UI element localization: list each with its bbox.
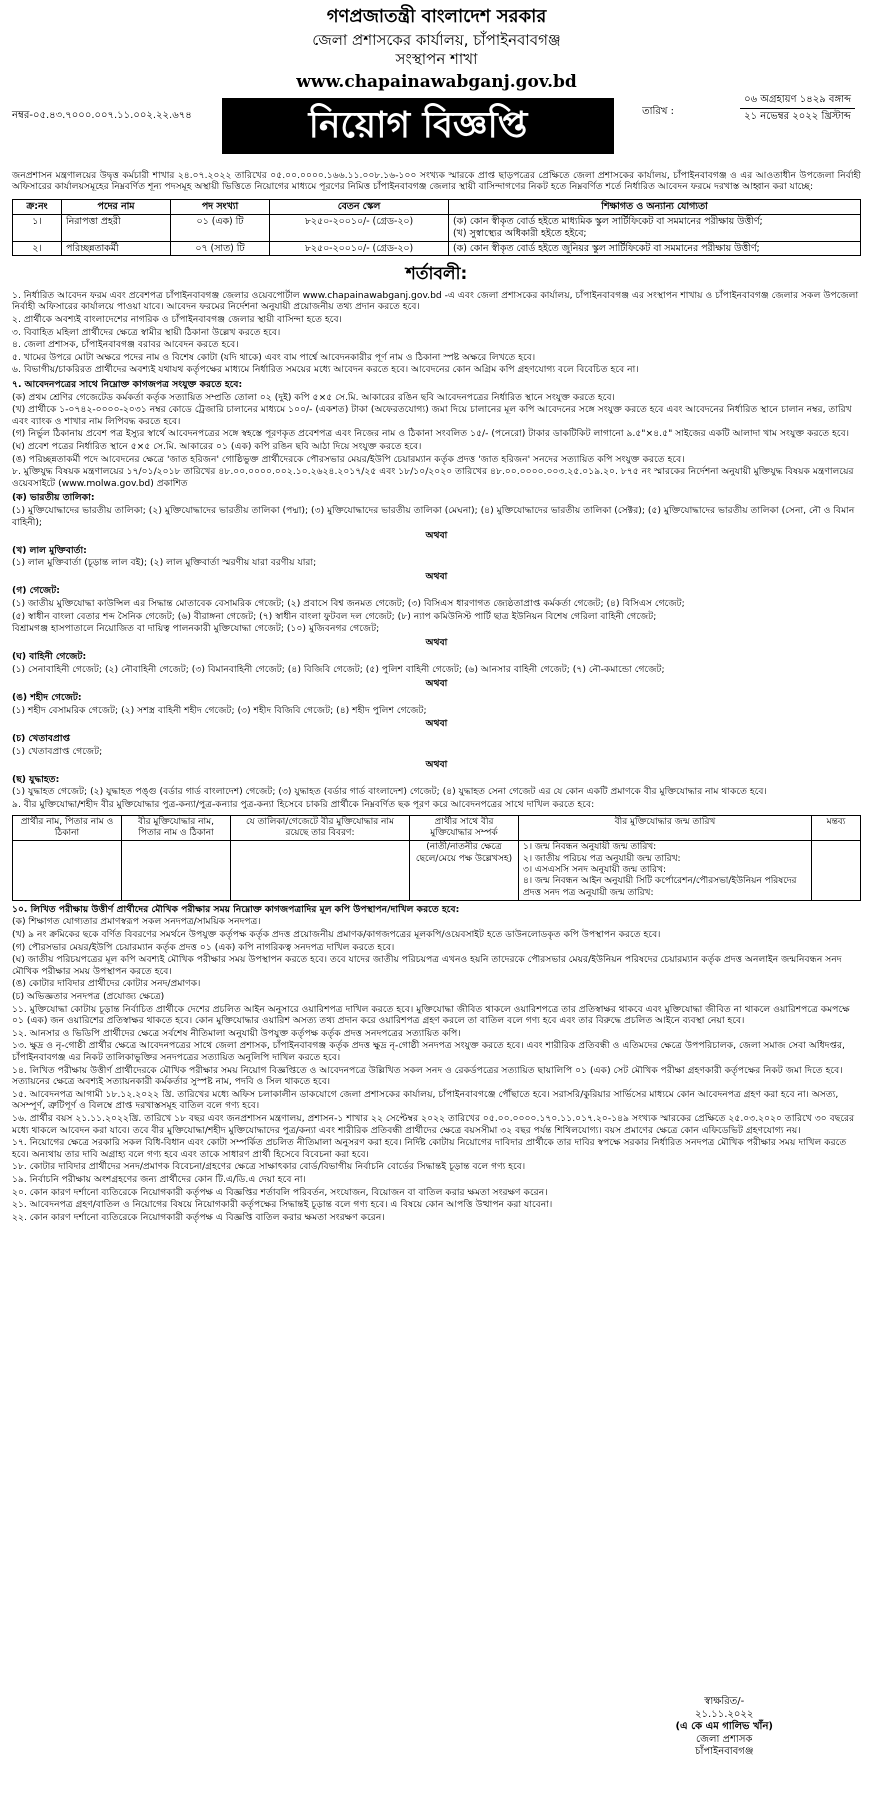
ff-section-title: (চ) খেতাবপ্রাপ্ত <box>12 733 71 745</box>
or-separator: অথবা <box>425 677 448 689</box>
term-item: ১৯. নির্বাচনি পরীক্ষায় অংশগ্রহণের জন্য প্রার্থীদের কোন টি.এ/ডি.এ দেয়া হবে না। <box>12 1173 306 1185</box>
term10-item: (চ) অভিজ্ঞতার সনদপত্র (প্রযোজ্য ক্ষেত্রে) <box>12 991 165 1003</box>
ff-section-title: (খ) লাল মুক্তিবার্তা: <box>12 544 87 556</box>
qualification-line: (খ) সুস্বাস্থ্যের অধিকারী হইতে হইবে; <box>453 227 587 239</box>
term10-item: (গ) পৌরসভার মেয়র/ইউপি চেয়ারম্যান কর্তৃক প্রদত্ত ০১ (এক) কপি নাগরিকত্ব সনদপত্র দাখিল করতে হবে। <box>12 941 395 953</box>
col-post-name: পদের নাম <box>62 200 171 215</box>
term-item: ২. প্রার্থীকে অবশ্যই বাংলাদেশের নাগরিক ও চাঁপাইনবাবগঞ্জ জেলার স্থায়ী বাসিন্দা হতে হবে। <box>12 314 342 326</box>
col-relation: প্রার্থীর সাথে বীর মুক্তিযোদ্ধার সম্পর্ক <box>410 815 519 841</box>
term7-heading: ৭. আবেদনপত্রের সাথে নিম্নোক্ত কাগজপত্র সংযুক্ত করতে হবে: <box>12 378 243 390</box>
signed-mark: স্বাক্ষরিত/- <box>704 1696 745 1707</box>
term10-item: (খ) ৯ নং ক্রমিকের ছকে বর্ণিত বিবরণের সমর্থনে উপযুক্ত কর্তৃপক্ষ কর্তৃক প্রদত্ত প্রয়োজনীয় প্রমাণক/কাগজপত্রের মূলকপি/ওয়েবসাইট হতে ডাউনলোডকৃত কপি উপস্থাপন করতে হবে। <box>12 929 661 941</box>
notice-title: নিয়োগ বিজ্ঞপ্তি <box>222 98 614 154</box>
term-item: ১৫. আবেদনপত্র আগামী ১৮.১২.২০২২ খ্রি. তারিখের মধ্যে অফিস চলাকালীন ডাকযোগে জেলা প্রশাসকের কার্যালয়, চাঁপাইনবাবগঞ্জে পৌঁছাতে হবে। সরাসরি/কুরিয়ার সার্ভিসের মাধ্যমে কোন আবেদনপত্র গ্রহণ করা হবে না। অসত্য, অসম্পূর্ণ, ত্রুটিপূর্ণ ও বিলম্বে প্রাপ্ত দরখাস্তসমূহ বাতিল বলে গণ্য হবে। <box>12 1088 839 1112</box>
cell-ff-dob <box>519 841 812 901</box>
branch-name: সংস্থাপন শাখা <box>395 49 478 68</box>
ff-section-line: (১) খেতাবপ্রাপ্ত গেজেট; <box>12 745 103 757</box>
date-label: তারিখ : <box>642 105 675 117</box>
term7-item: (খ) প্রার্থীকে ১-০৭৪২-০০০০-২০৩১ নম্বর কোডে ট্রেজারি চালানের মাধ্যমে ১০০/- (একশত) টাকা (অফেরতযোগ্য) জমা দিয়ে চালানের মূল কপি আবেদনের সঙ্গে সংযুক্ত করতে হবে এবং আবেদনের নির্ধারিত স্থানে চালান নম্বর, তারিখ এবং ব্যাংক ও শাখার নাম লিপিবদ্ধ করতে হবে। <box>12 404 852 427</box>
cell-remarks <box>812 841 861 901</box>
term-item: ২২. কোন কারণ দর্শানো ব্যতিরেকে নিয়োগকারী কর্তৃপক্ষ এ বিজ্ঞপ্তি বাতিল করার ক্ষমতা সংরক্ষণ করেন। <box>12 1211 385 1223</box>
row-qualification <box>449 214 861 241</box>
term-item: ৪. জেলা প্রশাসক, চাঁপাইনবাবগঞ্জ বরাবর আবেদন করতে হবে। <box>12 339 239 351</box>
term-item: ১. নির্ধারিত আবেদন ফরম এবং প্রবেশপত্র চাঁপাইনবাবগঞ্জ জেলার ওয়েবপোর্টাল www.chapainawabganj.gov.bd -এ এবং জেলা প্রশাসকের কার্যালয়, চাঁপাইনবাবগঞ্জ এর সংস্থাপন শাখায় ও চাঁপাইনবাবগঞ্জ জেলার সকল উপজেলা নির্বাহী অফিসারের কার্যালয়ে পাওয়া যাবে। আবেদন ফরমের নির্দেশনা অনুযায়ী প্রয়োজনীয় তথ্য প্রদান করতে হবে। <box>12 289 859 313</box>
signatory-name: (এ কে এম গালিভ খাঁন) <box>675 1721 773 1733</box>
term-item: ১৩. ক্ষুদ্র ও নৃ-গোষ্ঠী প্রার্থীর ক্ষেত্রে আবেদনপত্রের সাথে জেলা প্রশাসক, চাঁপাইনবাবগঞ্জ কর্তৃক প্রদত্ত ক্ষুদ্র নৃ-গোষ্ঠী সনদপত্র সংযুক্ত করতে হবে। এবং শারীরিক প্রতিবন্ধী ও এতিমদের ক্ষেত্রে উপপরিচালক, জেলা সমাজ সেবা অধিদপ্তর, চাঁপাইনবাবগঞ্জ এর নিকট তালিকাভুক্তির সনদপত্রের সত্যায়িত অনুলিপি দাখিল করতে হবে। <box>12 1040 845 1063</box>
qualification-line: (ক) কোন স্বীকৃত বোর্ড হইতে মাধ্যমিক স্কুল সার্টিফিকেট বা সমমানের পরীক্ষায় উত্তীর্ণ; <box>453 215 763 227</box>
date-block <box>642 92 855 126</box>
term7-item: (ঘ) প্রবেশ পত্রের নির্ধারিত স্থানে ৫×৫ সে.মি. আকারের ০১ (এক) কপি রঙিন ছবি আঠা দিয়ে সংযুক্ত করতে হবে। <box>12 440 422 452</box>
row-post-count: ০৭ (সাত) টি <box>171 241 270 256</box>
ff-section-line: (১) মুক্তিযোদ্ধাদের ভারতীয় তালিকা; (২) মুক্তিযোদ্ধাদের ভারতীয় তালিকা (পদ্মা); (৩) মুক্তিযোদ্ধাদের ভারতীয় তালিকা (মেঘনা); (৪) মুক্তিযোদ্ধাদের ভারতীয় তালিকা (সেক্টর); (৫) মুক্তিযোদ্ধাদের ভারতীয় তালিকা (সেনা, নৌ ও বিমান বাহিনী); <box>12 504 855 528</box>
table-row <box>13 841 861 901</box>
row-serial: ১। <box>13 214 62 241</box>
signatory-designation: জেলা প্রশাসক <box>696 1733 753 1745</box>
term-item: ১৬. প্রার্থীর বয়স ২১.১১.২০২২খ্রি. তারিখে ১৮ বছর এবং জনপ্রশাসন মন্ত্রণালয়, প্রশাসন-১ শাখার ২২ সেপ্টেম্বর ২০২২ তারিখের ০৫.০০.০০০০.১৭০.১১.০১৭.২০-১৪৯ সংখ্যক স্মারকের প্রেক্ষিতে ২৫.০৩.২০২০ তারিখে ৩০ বছরের মধ্যে থাকলে আবেদন করা যাবে। তবে বীর মুক্তিযোদ্ধা/শহীদ মুক্তিযোদ্ধাদের পুত্র/কন্যা এবং শারীরিক প্রতিবন্ধী প্রার্থীদের ক্ষেত্রে বয়সসীমা ৩২ বছর পর্যন্ত শিথিলযোগ্য। বয়স প্রমাণের ক্ষেত্রে কোন এফিডেভিট গ্রহণযোগ্য নয়। <box>12 1112 855 1136</box>
date-bangla: ০৬ অগ্রহায়ণ ১৪২৯ বঙ্গাব্দ <box>740 92 855 110</box>
cell-ff-name <box>122 841 231 901</box>
or-separator: অথবা <box>425 530 448 542</box>
term10-list <box>12 916 861 1002</box>
freedom-fighter-lists <box>12 492 861 798</box>
cell-applicant <box>13 841 122 901</box>
col-ff-dob: বীর মুক্তিযোদ্ধার জন্ম তারিখ <box>519 815 812 841</box>
ff-relation-table <box>12 815 861 901</box>
row-pay-scale: ৮২৫০-২০০১০/- (গ্রেড-২০) <box>270 241 449 256</box>
table-row <box>13 214 861 241</box>
term-item: ১২. আনসার ও ভিডিপি প্রার্থীদের ক্ষেত্রে সর্বশেষ নীতিমালা অনুযায়ী উপযুক্ত কর্তৃপক্ষ কর্তৃক প্রদত্ত সনদপত্রের সত্যায়িত কপি। <box>12 1027 461 1039</box>
posts-table-header <box>13 200 861 215</box>
term10-item: (ক) শিক্ষাগত যোগ্যতার প্রমাণস্বরূপ সকল সনদপত্র/সাময়িক সনদপত্র। <box>12 916 261 928</box>
term9: ৯. বীর মুক্তিযোদ্ধা/শহীদ বীর মুক্তিযোদ্ধার পুত্র-কন্যা/পুত্র-কন্যার পুত্র-কন্যা হিসেবে চাকরি প্রার্থীকে নিম্নবর্ণিত ছক পূরণ করে আবেদনপত্রের সাথে দাখিল করতে হবে: <box>12 798 595 810</box>
col-post-count: পদ সংখ্যা <box>171 200 270 215</box>
ff-section-line: বিশ্রামগঞ্জ হাসপাতালে নিয়োজিত বা দায়িত্ব পালনকারী মুক্তিযোদ্ধা গেজেট; (১০) মুজিবনগর গেজেট; <box>12 623 380 635</box>
term7-item: (ক) প্রথম শ্রেণির গেজেটেড কর্মকর্তা কর্তৃক সত্যায়িত সম্প্রতি তোলা ০২ (দুই) কপি ৫×৫ সে.মি. আকারের রঙিন ছবি আবেদনপত্রের নির্ধারিত স্থানে সংযুক্ত করতে হবে। <box>12 391 615 403</box>
ff-section-title: (গ) গেজেট: <box>12 585 60 597</box>
or-separator: অথবা <box>425 759 448 771</box>
col-serial: ক্র:নং <box>13 200 62 215</box>
ff-section-title: (ঘ) বাহিনী গেজেট: <box>12 651 87 663</box>
ff-section-line: (১) সেনাবাহিনী গেজেট; (২) নৌবাহিনী গেজেট; (৩) বিমানবাহিনী গেজেট; (৪) বিজিবি গেজেট; (৫) পুলিশ বাহিনী গেজেট; (৬) আনসার বাহিনী গেজেট; (৭) নৌ-কমান্ডো গেজেট; <box>12 664 665 676</box>
conditions-heading: শর্তাবলী: <box>405 264 468 285</box>
ff-section-line: (১) যুদ্ধাহত গেজেট; (২) যুদ্ধাহত পঙ্গু (বর্ডার গার্ড বাংলাদেশ) গেজেট; (৩) যুদ্ধাহত (বর্ডার গার্ড বাংলাদেশ) গেজেট; (৪) যুদ্ধাহত সেনা গেজেট এর যে কোন একটি প্রমাণকে বীর মুক্তিযোদ্ধার নাম থাকতে হবে। <box>12 786 767 798</box>
reference-row <box>12 93 861 154</box>
term-item: ৩. বিবাহিত মহিলা প্রার্থীদের ক্ষেত্রে স্বামীর স্থায়ী ঠিকানা উল্লেখ করতে হবে। <box>12 326 281 338</box>
term7-list <box>12 392 861 466</box>
terms-part-b <box>12 1004 861 1224</box>
signature-block <box>675 1696 773 1759</box>
term-item: ২১. আবেদনপত্র গ্রহণ/বাতিল ও নিয়োগের বিষয়ে নিয়োগকারী কর্তৃপক্ষের সিদ্ধান্তই চূড়ান্ত বলে গণ্য হবে। এ বিষয়ে কোন আপত্তি উত্থাপন করা যাবেনা। <box>12 1199 553 1211</box>
term7-item: (গ) নির্ভুল ঠিকানায় প্রবেশ পত্র ইস্যুর স্বার্থে আবেদনপত্রের সঙ্গে স্বহস্তে পূরণকৃত প্রবেশপত্র এবং নিজের নাম ও ঠিকানা সংবলিত ১৫/- (পনেরো) টাকার ডাকটিকিট লাগানো ৯.৫"×৪.৫" সাইজের একটি আলাদা খাম সংযুক্ত করতে হবে। <box>12 428 850 440</box>
row-pay-scale: ৮২৫০-২০০১০/- (গ্রেড-২০) <box>270 214 449 241</box>
col-qualification: শিক্ষাগত ও অন্যান্য যোগ্যতা <box>449 200 861 215</box>
row-post-count: ০১ (এক) টি <box>171 214 270 241</box>
term-item: ১১. মুক্তিযোদ্ধা কোটায় চূড়ান্ত নির্বাচিত প্রার্থীকে দেশের প্রচলিত আইন অনুসারে ওয়ারিশপত্র দাখিল করতে হবে। মুক্তিযোদ্ধা জীবিত থাকলে ওয়ারিশপত্রে তার প্রতিস্বাক্ষর থাকবে এবং মুক্তিযোদ্ধা জীবিত না থাকলে ওয়ারিশপত্রে কমপক্ষে ০১ (এক) জন ওয়ারিশের প্রতিস্বাক্ষর থাকতে হবে। কোন মুক্তিযোদ্ধার ওয়ারিশ অসত্য তথ্য প্রদান করে ওয়ারিশপত্র গ্রহণ করলে তা বাতিল বলে গণ্য হবে এবং তার বিরুদ্ধে প্রচলিত আইনে ব্যবস্থা নেয়া হবে। <box>12 1003 850 1027</box>
or-separator: অথবা <box>425 718 448 730</box>
dob-item: ১। জন্ম নিবন্ধন অনুযায়ী জন্ম তারিখ: <box>523 842 657 853</box>
website-link[interactable]: www.chapainawabganj.gov.bd <box>296 72 577 93</box>
signatory-district: চাঁপাইনবাবগঞ্জ <box>695 1746 754 1758</box>
table-row <box>13 241 861 256</box>
or-separator: অথবা <box>425 636 448 648</box>
term-item: ১৭. নিয়োগের ক্ষেত্রে সরকারি সকল বিধি-বিধান এবং কোটা সম্পর্কিত প্রচলিত নীতিমালা অনুসরণ করা হবে। নির্দিষ্ট কোটায় নিয়োগের দাবিদার প্রার্থীকে তার দাবির স্বপক্ষে সরকার নির্ধারিত সনদপত্র মৌখিক পরীক্ষার সময় দাখিল করতে হবে। অন্যথায় তার দাবি অগ্রাহ্য বলে গণ্য হবে এবং তাকে সাধারণ প্রার্থী হিসেবে বিবেচনা করা হবে। <box>12 1137 847 1160</box>
ff-section-line: (৫) স্বাধীন বাংলা বেতার শব্দ সৈনিক গেজেট; (৬) বীরাঙ্গনা গেজেট; (৭) স্বাধীন বাংলা ফুটবল দল গেজেট; (৮) ন্যাপ কমিউনিস্ট পার্টি ছাত্র ইউনিয়ন বিশেষ গেরিলা বাহিনী গেজেট; <box>12 610 657 622</box>
col-pay-scale: বেতন স্কেল <box>270 200 449 215</box>
term-item: ৫. খামের উপরে মোটা অক্ষরে পদের নাম ও বিশেষ কোটা (যদি থাকে) এবং বাম পার্শ্বে আবেদনকারীর পূর্ণ নাম ও ঠিকানা স্পষ্ট অক্ষরে লিখতে হবে। <box>12 351 536 363</box>
date-english: ২১ নভেম্বর ২০২২ খ্রিস্টাব্দ <box>744 111 851 123</box>
cell-relation: (নাতী/নাতনীর ক্ষেত্রে ছেলে/মেয়ে পক্ষ উল্লেখসহ) <box>410 841 519 901</box>
col-remarks: মন্তব্য <box>812 815 861 841</box>
ff-section-title: (ক) ভারতীয় তালিকা: <box>12 492 95 504</box>
term-item: ৬. বিভাগীয়/চাকরিরত প্রার্থীদের অবশ্যই যথাযথ কর্তৃপক্ষের মাধ্যমে নির্ধারিত সময়ের মধ্যে আবেদন করতে হবে। আবেদনের কোন অগ্রিম কপি গ্রহণযোগ্য বলে বিবেচিত হবে না। <box>12 364 639 376</box>
term-item: ১৮. কোটার দাবিদার প্রার্থীদের সনদ/প্রমাণক বিবেচনা/গ্রহণের ক্ষেত্রে সাক্ষাৎকার বোর্ড/বিভাগীয় নির্বাচনি বোর্ডের সিদ্ধান্তই চূড়ান্ত বলে গণ্য হবে। <box>12 1161 526 1173</box>
row-post-name: পরিচ্ছন্নতাকর্মী <box>62 241 171 256</box>
memo-number: নম্বর-০৫.৪৩.৭০০০.০০৭.১১.০০২.২২.৬৭৪ <box>12 109 192 121</box>
posts-table <box>12 199 861 256</box>
term7-item: (ঙ) পরিচ্ছন্নতাকর্মী পদে আবেদনের ক্ষেত্রে 'জাত হরিজন' গোষ্ঠিভুক্ত প্রার্থীদেরকে পৌরসভার মেয়র/ইউপি চেয়ারম্যান কর্তৃক প্রদত্ত 'জাত হরিজন' সনদের সত্যায়িত কপি সংযুক্ত করতে হবে। <box>12 453 685 465</box>
terms-part-a <box>12 290 861 376</box>
or-separator: অথবা <box>425 570 448 582</box>
term-item: ১৪. লিখিত পরীক্ষায় উত্তীর্ণ প্রার্থীদেরকে মৌখিক পরীক্ষার সময় নিয়োগ বিজ্ঞপ্তিতে ও আবেদনপত্রে উল্লিখিত সকল সনদ ও রেকর্ডপত্রের সত্যায়িত ছায়ালিপি ০১ (এক) সেট মৌখিক পরীক্ষা গ্রহণকারী কর্তৃপক্ষের নিকট জমা দিতে হবে। সত্যায়নের ক্ষেত্রে অবশ্যই সত্যায়নকারী কর্মকর্তার সুস্পষ্ট নাম, পদবি ও সিল থাকতে হবে। <box>12 1064 843 1088</box>
dob-item: ৩। এসএসসি সনদ অনুযায়ী জন্ম তারিখ: <box>523 864 667 875</box>
term10-item: (ঙ) কোটার দাবিদার প্রার্থীদের কোটার সনদ/প্রমাণক। <box>12 978 201 990</box>
letterhead <box>12 6 861 94</box>
ff-section-line: (১) জাতীয় মুক্তিযোদ্ধা কাউন্সিল এর সিদ্ধান্ত মোতাবেক বেসামরিক গেজেট; (২) প্রবাসে বিশ্ব জনমত গেজেট; (৩) বিসিএস ধারণাগত জ্যেষ্ঠতাপ্রাপ্ত কর্মকর্তা গেজেট; (৪) বিসিএস গেজেট; <box>12 598 685 610</box>
row-serial: ২। <box>13 241 62 256</box>
dob-item: ৪। জন্ম নিবন্ধন আইন অনুযায়ী সিটি কর্পোরেশন/পৌরসভা/ইউনিয়ন পরিষদের প্রদত্ত সনদ পত্র অনুযায়ী জন্ম তারিখ: <box>523 876 797 898</box>
govt-name: গণপ্রজাতন্ত্রী বাংলাদেশ সরকার <box>326 6 547 27</box>
ff-section-title: (ঙ) শহীদ গেজেট: <box>12 692 82 704</box>
row-post-name: নিরাপত্তা প্রহরী <box>62 214 171 241</box>
signature-date: ২১.১১.২০২২ <box>695 1708 754 1720</box>
term10-heading: ১০. লিখিত পরীক্ষায় উত্তীর্ণ প্রার্থীদের মৌখিক পরীক্ষার সময় নিম্নোক্ত কাগজপত্রাদির মূল কপি উপস্থাপন/দাখিল করতে হবে: <box>12 903 460 915</box>
term-item: ২০. কোন কারণ দর্শানো ব্যতিরেকে নিয়োগকারী কর্তৃপক্ষ এ বিজ্ঞপ্তির শর্তাবলি পরিবর্তন, সংযোজন, বিয়োজন বা বাতিল করার ক্ষমতা সংরক্ষণ করেন। <box>12 1186 548 1198</box>
ff-table-header <box>13 815 861 841</box>
term8: ৮. মুক্তিযুদ্ধ বিষয়ক মন্ত্রণালয়ের ১৭/০১/২০১৮ তারিখের ৪৮.০০.০০০০.০০২.১০.২৬২৪.২০১৭/২৫ এবং ১৮/১০/২০২০ তারিখের ৪৮.০০.০০০০.০০৩.২৫.০১৯.২০. ৮৭৫ নং স্মারকের নির্দেশনা অনুযায়ী মুক্তিযুদ্ধ বিষয়ক মন্ত্রণালয়ের ওয়েবসাইটে (www.molwa.gov.bd) প্রকাশিত <box>12 466 854 489</box>
office-name: জেলা প্রশাসকের কার্যালয়, চাঁপাইনবাবগঞ্জ <box>312 30 561 49</box>
ff-section-line: (১) লাল মুক্তিবার্তা (চূড়ান্ত লাল বই); (২) লাল মুক্তিবার্তা স্মরণীয় যারা বরণীয় যারা; <box>12 557 317 569</box>
col-ff-name: বীর মুক্তিযোদ্ধার নাম, পিতার নাম ও ঠিকানা <box>122 815 231 841</box>
ff-section-title: (ছ) যুদ্ধাহত: <box>12 773 60 785</box>
ff-section-line: (১) শহীদ বেসামরিক গেজেট; (২) সশস্ত্র বাহিনী শহীদ গেজেট; (৩) শহীদ বিজিবি গেজেট; (৪) শহীদ পুলিশ গেজেট; <box>12 704 427 716</box>
col-applicant: প্রার্থীর নাম, পিতার নাম ও ঠিকানা <box>13 815 122 841</box>
dob-item: ২। জাতীয় পরিচয় পত্র অনুযায়ী জন্ম তারিখ: <box>523 853 681 864</box>
cell-list-detail <box>231 841 410 901</box>
term10-item: (ঘ) জাতীয় পরিচয়পত্রের মূল কপি অবশ্যই মৌখিক পরীক্ষার সময় উপস্থাপন করতে হবে। তবে যাদের জাতীয় পরিচয়পত্র এখনও হয়নি তাদেরকে পৌরসভার মেয়র/ইউনিয়ন পরিষদের চেয়ারম্যান কর্তৃক প্রদত্ত অনলাইন জন্মনিবন্ধন সনদ মৌখিক পরীক্ষার সময় উপস্থাপন করতে হবে। <box>12 954 842 977</box>
row-qualification: (ক) কোন স্বীকৃত বোর্ড হইতে জুনিয়র স্কুল সার্টিফিকেট বা সমমানের পরীক্ষায় উত্তীর্ণ; <box>449 241 861 256</box>
intro-paragraph: জনপ্রশাসন মন্ত্রণালয়ের উদ্বৃত্ত কর্মচারী শাখার ২৪.০৭.২০২২ তারিখের ০৫.০০.০০০০.১৬৬.১১.০০৮.১৬-১০০ সংখ্যক স্মারকে প্রাপ্ত ছাড়পত্রের প্রেক্ষিতে জেলা প্রশাসকের কার্যালয়, চাঁপাইনবাবগঞ্জ ও এর আওতাধীন উপজেলা নির্বাহী অফিসারের কার্যালয়সমূহের নিম্নবর্ণিত শূন্য পদসমূহ অস্থায়ী ভিত্তিতে নিয়োগের মাধ্যমে পূরণের নিমিত্ত চাঁপাইনবাবগঞ্জ জেলার স্থায়ী বাসিন্দাগণের নিকট হতে নিম্নবর্ণিত শর্তে নির্ধারিত আবেদন ফরমে দরখাস্ত আহ্বান করা যাচ্ছে: <box>12 169 861 193</box>
col-list-detail: যে তালিকা/গেজেটে বীর মুক্তিযোদ্ধার নাম রয়েছে তার বিবরণ: <box>231 815 410 841</box>
